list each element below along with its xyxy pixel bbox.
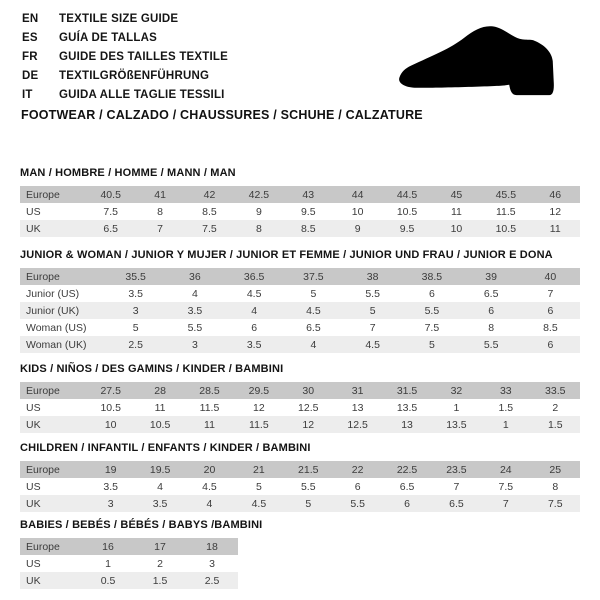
table-row [20, 302, 580, 319]
language-code: ES [22, 32, 38, 44]
size-cell: 45.5 [495, 188, 517, 201]
size-cell: 5 [310, 287, 317, 300]
size-cell: 3 [132, 304, 139, 317]
size-cell: 38 [366, 270, 379, 283]
row-label: Europe [26, 384, 60, 397]
size-cell: 4.5 [202, 480, 217, 493]
size-cell: 28.5 [199, 384, 220, 397]
size-cell: 23.5 [446, 463, 467, 476]
row-label: UK [26, 497, 41, 510]
size-cell: 21.5 [298, 463, 319, 476]
size-cell: 2.5 [204, 574, 220, 587]
language-label: GUIDA ALLE TAGLIE TESSILI [59, 89, 225, 101]
size-section [20, 167, 580, 237]
size-cell: 3 [191, 338, 198, 351]
size-cell: 1 [105, 557, 111, 570]
size-cell: 7 [547, 287, 554, 300]
size-cell: 8.5 [543, 321, 558, 334]
size-cell: 6 [547, 338, 554, 351]
size-cell: 1.5 [547, 418, 563, 431]
size-cell: 8 [552, 480, 559, 493]
size-cell: 8.5 [202, 205, 217, 218]
size-cell: 1 [453, 401, 460, 414]
size-cell: 29.5 [248, 384, 270, 397]
size-cell: 6.5 [103, 222, 118, 235]
row-label: Woman (US) [26, 321, 87, 334]
size-cell: 5.5 [350, 497, 365, 510]
size-section [20, 442, 580, 512]
row-label: Junior (US) [26, 287, 80, 300]
size-table [20, 268, 580, 353]
size-cell: 27.5 [100, 384, 121, 397]
size-section [20, 519, 262, 589]
size-cell: 16 [102, 540, 114, 553]
size-cell: 7.5 [547, 497, 563, 510]
size-cell: 7 [369, 321, 376, 334]
size-cell: 3.5 [187, 304, 203, 317]
size-cell: 8 [157, 205, 163, 218]
table-row [20, 220, 580, 237]
table-row [20, 538, 238, 555]
size-cell: 2.5 [128, 338, 143, 351]
size-cell: 13.5 [446, 418, 467, 431]
size-cell: 10 [104, 418, 117, 431]
language-code: DE [22, 70, 39, 82]
size-cell: 7 [453, 480, 460, 493]
size-cell: 4 [191, 287, 198, 300]
language-code: FR [22, 51, 38, 63]
size-cell: 43 [302, 188, 315, 201]
size-cell: 11 [450, 205, 462, 218]
size-cell: 4 [206, 497, 213, 510]
size-cell: 35.5 [125, 270, 146, 283]
size-cell: 21 [253, 463, 265, 476]
size-cell: 12 [302, 418, 315, 431]
size-cell: 4.5 [246, 287, 262, 300]
section-title: MAN / HOMBRE / HOMME / MANN / MAN [20, 167, 236, 179]
table-row [20, 268, 580, 285]
table-row [20, 495, 580, 512]
size-cell: 6 [428, 287, 435, 300]
size-cell: 7.5 [103, 205, 118, 218]
table-row [20, 186, 580, 203]
table-row [20, 382, 580, 399]
language-code: IT [22, 89, 33, 101]
size-cell: 5.5 [300, 480, 316, 493]
size-cell: 10 [450, 222, 463, 235]
size-table [20, 186, 580, 237]
size-cell: 7.5 [202, 222, 217, 235]
size-cell: 3 [107, 497, 114, 510]
row-label: Europe [26, 540, 60, 553]
size-cell: 6 [488, 304, 495, 317]
size-section [20, 249, 580, 353]
size-cell: 4 [310, 338, 317, 351]
row-label: UK [26, 222, 41, 235]
language-label: GUÍA DE TALLAS [59, 32, 157, 44]
size-cell: 3.5 [128, 287, 143, 300]
size-cell: 10.5 [396, 205, 418, 218]
size-cell: 39 [485, 270, 497, 283]
size-cell: 4.5 [306, 304, 321, 317]
size-cell: 42.5 [248, 188, 270, 201]
size-cell: 8.5 [300, 222, 316, 235]
size-cell: 6.5 [449, 497, 464, 510]
size-cell: 4 [157, 480, 163, 493]
table-row [20, 399, 580, 416]
size-cell: 8 [255, 222, 262, 235]
table-row [20, 203, 580, 220]
table-row [20, 572, 238, 589]
size-cell: 28 [154, 384, 166, 397]
size-cell: 42 [203, 188, 216, 201]
table-row [20, 555, 238, 572]
size-cell: 12 [549, 205, 562, 218]
size-cell: 1.5 [498, 401, 514, 414]
size-cell: 10.5 [100, 401, 121, 414]
size-cell: 40.5 [100, 188, 121, 201]
size-cell: 18 [206, 540, 218, 553]
size-cell: 5.5 [483, 338, 499, 351]
row-label: US [26, 205, 41, 218]
size-cell: 44 [351, 188, 364, 201]
size-cell: 13 [401, 418, 413, 431]
size-cell: 31.5 [396, 384, 418, 397]
size-cell: 12.5 [347, 418, 368, 431]
size-cell: 7.5 [498, 480, 514, 493]
size-cell: 5 [305, 497, 312, 510]
size-cell: 3 [209, 557, 215, 570]
size-cell: 1 [502, 418, 509, 431]
size-cell: 0.5 [100, 574, 116, 587]
size-cell: 6.5 [483, 287, 499, 300]
size-cell: 6 [547, 304, 554, 317]
section-title: KIDS / NIÑOS / DES GAMINS / KINDER / BAMBINI [20, 363, 284, 375]
size-cell: 37.5 [303, 270, 324, 283]
size-cell: 19.5 [149, 463, 171, 476]
size-cell: 36.5 [243, 270, 265, 283]
row-label: US [26, 480, 41, 493]
size-cell: 11.5 [199, 401, 220, 414]
table-row [20, 461, 580, 478]
size-cell: 10 [351, 205, 364, 218]
language-label: GUIDE DES TAILLES TEXTILE [59, 51, 228, 63]
size-cell: 5 [428, 338, 435, 351]
language-label: TEXTILGRÖßENFÜHRUNG [59, 70, 210, 82]
size-cell: 36 [189, 270, 201, 283]
size-cell: 33 [499, 384, 512, 397]
size-cell: 5.5 [187, 321, 203, 334]
size-cell: 40 [544, 270, 557, 283]
row-label: Woman (UK) [26, 338, 87, 351]
size-cell: 13 [351, 401, 364, 414]
size-cell: 4.5 [251, 497, 267, 510]
size-cell: 10.5 [495, 222, 517, 235]
size-cell: 30 [302, 384, 315, 397]
row-label: US [26, 401, 41, 414]
size-cell: 6.5 [306, 321, 321, 334]
size-cell: 9.5 [300, 205, 316, 218]
row-label: UK [26, 418, 41, 431]
size-cell: 6 [251, 321, 258, 334]
size-cell: 6 [354, 480, 361, 493]
size-cell: 8 [488, 321, 495, 334]
size-cell: 31 [351, 384, 364, 397]
row-label: Europe [26, 188, 60, 201]
size-cell: 24 [499, 463, 512, 476]
size-cell: 22.5 [396, 463, 418, 476]
size-cell: 2 [552, 401, 559, 414]
table-row [20, 319, 580, 336]
size-cell: 9 [354, 222, 361, 235]
size-cell: 46 [549, 188, 562, 201]
language-label: TEXTILE SIZE GUIDE [59, 13, 179, 25]
size-cell: 7 [157, 222, 163, 235]
row-label: Europe [26, 463, 60, 476]
size-cell: 5 [132, 321, 139, 334]
size-cell: 5 [369, 304, 376, 317]
size-cell: 10.5 [149, 418, 171, 431]
category-title: FOOTWEAR / CALZADO / CHAUSSURES / SCHUHE / CALZATURE [21, 108, 423, 122]
size-cell: 3.5 [103, 480, 118, 493]
table-row [20, 336, 580, 353]
size-cell: 6.5 [399, 480, 415, 493]
size-cell: 5.5 [365, 287, 380, 300]
section-title: BABIES / BEBÉS / BÉBÉS / BABYS /BAMBINI [20, 519, 263, 531]
size-section [20, 363, 580, 433]
size-cell: 32 [450, 384, 463, 397]
size-cell: 11.5 [249, 418, 269, 431]
size-cell: 11 [549, 222, 561, 235]
size-cell: 25 [549, 463, 562, 476]
size-cell: 41 [154, 188, 166, 201]
row-label: Junior (UK) [26, 304, 80, 317]
size-cell: 11 [154, 401, 166, 414]
size-cell: 11.5 [495, 205, 516, 218]
row-label: UK [26, 574, 41, 587]
size-cell: 4.5 [365, 338, 380, 351]
size-cell: 12.5 [298, 401, 319, 414]
size-table [20, 538, 238, 589]
row-label: US [26, 557, 41, 570]
size-cell: 33.5 [545, 384, 566, 397]
size-cell: 6 [404, 497, 410, 510]
size-cell: 5 [255, 480, 262, 493]
size-cell: 9 [255, 205, 262, 218]
size-cell: 9.5 [399, 222, 415, 235]
section-title: CHILDREN / INFANTIL / ENFANTS / KINDER / BAMBINI [20, 442, 311, 454]
size-cell: 4 [251, 304, 258, 317]
size-cell: 2 [157, 557, 163, 570]
size-cell: 20 [203, 463, 216, 476]
size-table [20, 461, 580, 512]
size-cell: 3.5 [152, 497, 168, 510]
size-cell: 38.5 [421, 270, 443, 283]
size-cell: 11 [204, 418, 215, 431]
size-cell: 44.5 [396, 188, 418, 201]
size-cell: 17 [154, 540, 166, 553]
size-cell: 7 [502, 497, 509, 510]
row-label: Europe [26, 270, 60, 283]
section-title: JUNIOR & WOMAN / JUNIOR Y MUJER / JUNIOR ET FEMME / JUNIOR UND FRAU / JUNIOR E DONA [20, 249, 553, 261]
language-code: EN [22, 13, 39, 25]
table-row [20, 416, 580, 433]
size-cell: 19 [104, 463, 117, 476]
size-cell: 7.5 [424, 321, 440, 334]
table-row [20, 285, 580, 302]
size-cell: 3.5 [246, 338, 262, 351]
size-cell: 13.5 [396, 401, 418, 414]
size-table [20, 382, 580, 433]
size-cell: 5.5 [424, 304, 440, 317]
table-row [20, 478, 580, 495]
size-cell: 45 [450, 188, 463, 201]
size-cell: 12 [253, 401, 265, 414]
size-cell: 22 [351, 463, 364, 476]
size-cell: 1.5 [152, 574, 168, 587]
